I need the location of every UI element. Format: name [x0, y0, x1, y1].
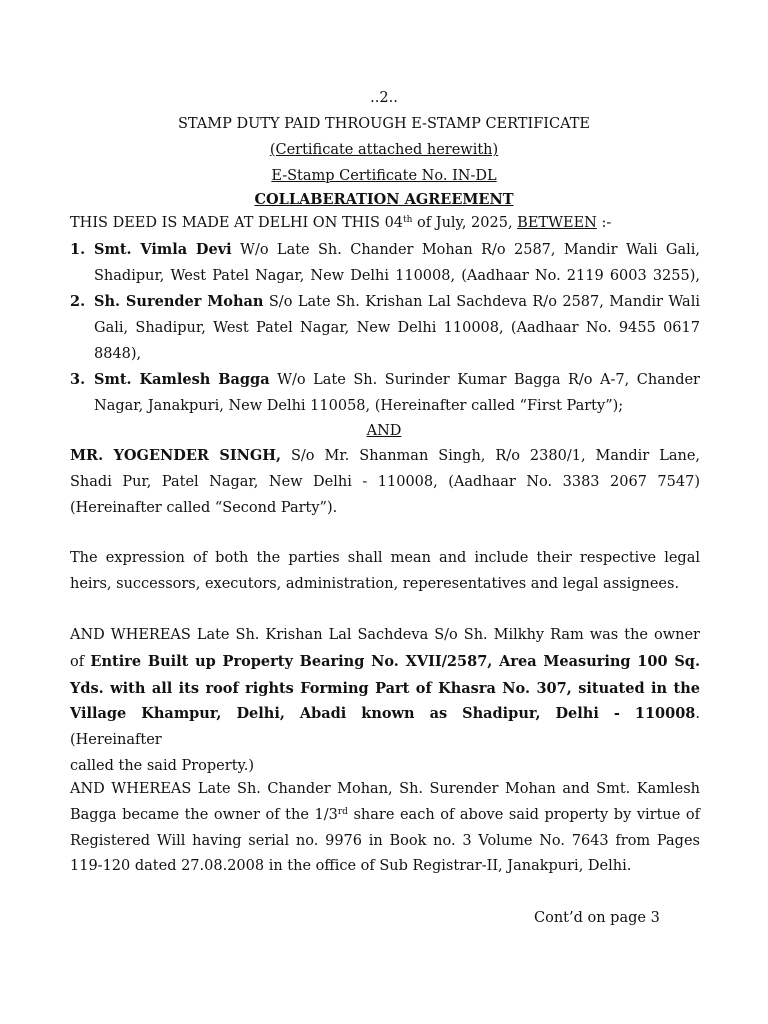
second-party-line [70, 443, 700, 470]
party-line1: W/o Late Sh. Surinder Kumar Bagga R/o A-7, Chander [269, 372, 700, 388]
party-name: Smt. Vimla Devi [94, 241, 232, 258]
intro-sup: th [403, 215, 413, 225]
party-line2: Nagar, Janakpuri, New Delhi 110058, (Hereinafter called “First Party”); [94, 397, 624, 414]
party-name: Smt. Kamlesh Bagga [94, 371, 270, 388]
whereas2-line2-post: share each of above said property by virtue of [347, 806, 701, 823]
whereas1-line4-post: . (Hereinafter [70, 706, 700, 749]
whereas2-line1: AND WHEREAS Late Sh. Chander Mohan, Sh. Surender Mohan and Smt. Kamlesh [70, 781, 700, 797]
whereas1-line5: called the said Property.) [70, 757, 255, 774]
party-number: 3. [70, 371, 86, 388]
intro-mid: of July, 2025, [412, 215, 518, 231]
whereas2-line4: 119-120 dated 27.08.2008 in the office of Sub Registrar-II, Janakpuri, Delhi. [70, 858, 632, 875]
expression-line1: The expression of both the parties shall mean and include their respective legal [70, 550, 700, 566]
whereas2-line3: Registered Will having serial no. 9976 in Book no. 3 Volume No. 7643 from Pages [70, 832, 700, 849]
party-item-3 [70, 367, 700, 420]
intro-between: BETWEEN [517, 215, 597, 231]
cert-line-wrap [0, 166, 768, 186]
second-party-paragraph [70, 443, 700, 521]
party-number: 2. [70, 293, 86, 310]
property-description-cont: Yds. with all its roof rights Forming Part of Khasra No. 307, situated in the [70, 679, 700, 697]
stamp-duty-line: STAMP DUTY PAID THROUGH E-STAMP CERTIFICATE [177, 116, 591, 132]
party-text [94, 289, 700, 367]
and-wrap [0, 421, 768, 441]
intro-paragraph [70, 211, 700, 237]
second-party-line2: Shadi Pur, Patel Nagar, New Delhi - 110008, (Aadhaar No. 3383 2067 7547) [70, 473, 700, 490]
party-name: Sh. Surender Mohan [94, 293, 264, 310]
agreement-title: COLLABERATION AGREEMENT [254, 191, 514, 208]
intro-post: :- [596, 215, 612, 231]
party-line2: Gali, Shadipur, West Patel Nagar, New Delhi 110008, (Aadhaar No. 9455 0617 [94, 319, 700, 336]
second-party-name: MR. YOGENDER SINGH, [70, 447, 281, 464]
whereas1-line4 [70, 701, 700, 754]
whereas1-line1: AND WHEREAS Late Sh. Krishan Lal Sachdeva S/o Sh. Milkhy Ram was the owner [70, 627, 700, 643]
e-stamp-certificate-line: E-Stamp Certificate No. IN-DL [271, 168, 497, 184]
party-line1: S/o Late Sh. Krishan Lal Sachdeva R/o 2587, Mandir Wali [263, 294, 700, 310]
title-wrap [0, 190, 768, 210]
expression-paragraph [70, 546, 700, 598]
party-line [94, 289, 700, 316]
party-line [94, 237, 700, 264]
party-text [94, 237, 700, 290]
party-item-1 [70, 237, 700, 290]
page-marker: ..2.. [370, 90, 398, 106]
party-line3: 8848), [94, 345, 142, 362]
party-line2: Shadipur, West Patel Nagar, New Delhi 110008, (Aadhaar No. 2119 6003 3255), [94, 267, 700, 284]
party-item-2 [70, 289, 700, 367]
whereas1-line2 [70, 649, 700, 676]
second-party-line1: S/o Mr. Shanman Singh, R/o 2380/1, Mandir Lane, [281, 448, 701, 464]
intro-line [70, 211, 700, 237]
attached-line-wrap [0, 140, 768, 160]
property-location: Village Khampur, Delhi, Abadi known as Shadipur, Delhi - 110008 [70, 705, 696, 723]
property-description: Entire Built up Property Bearing No. XVII/2587, Area Measuring 100 Sq. [90, 652, 700, 670]
second-party-line3: (Hereinafter called “Second Party”). [70, 499, 338, 516]
party-line [94, 367, 700, 394]
whereas1-line2-pre: of [70, 653, 91, 670]
whereas2-line2-pre: Bagga became the owner of the 1/3 [70, 806, 338, 823]
certificate-attached-line: (Certificate attached herewith) [269, 142, 499, 158]
and-separator: AND [366, 423, 402, 439]
expression-line2: heirs, successors, executors, administration, reperesentatives and legal assignees. [70, 575, 680, 592]
whereas-paragraph-2 [70, 777, 700, 880]
party-text [94, 367, 700, 420]
whereas2-line2 [70, 803, 700, 829]
whereas-paragraph-1 [70, 623, 700, 780]
intro-pre: THIS DEED IS MADE AT DELHI ON THIS 04 [70, 215, 404, 231]
party-line1: W/o Late Sh. Chander Mohan R/o 2587, Mandir Wali Gali, [231, 242, 700, 258]
whereas2-sup: rd [337, 806, 348, 817]
party-number: 1. [70, 241, 86, 258]
continued-note: Cont’d on page 3 [534, 910, 660, 926]
